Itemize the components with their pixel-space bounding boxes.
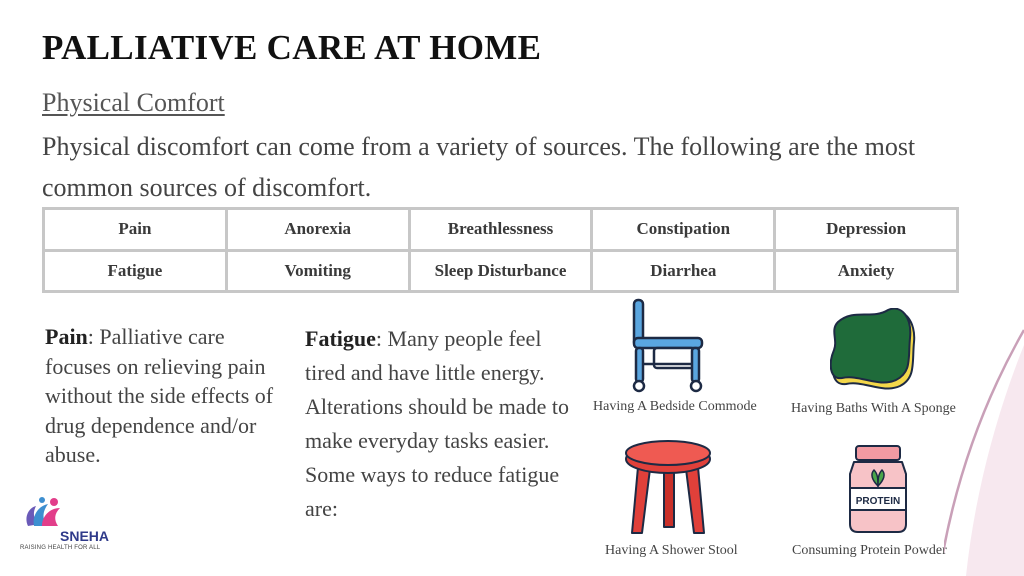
protein-jar-icon <box>846 444 910 534</box>
table-cell: Sleep Disturbance <box>409 250 592 292</box>
table-cell: Vomiting <box>226 250 409 292</box>
intro-paragraph: Physical discomfort can come from a variety of sources. The following are the most common sources of discomfort. <box>42 132 916 202</box>
stool-icon <box>620 437 716 537</box>
sponge-icon <box>830 308 918 390</box>
fatigue-term: Fatigue <box>305 326 376 351</box>
caption-commode: Having A Bedside Commode <box>593 399 757 414</box>
logo-tagline: RAISING HEALTH FOR ALL <box>20 545 101 551</box>
table-cell: Breathlessness <box>409 209 592 251</box>
table-row <box>44 250 958 292</box>
table-cell: Depression <box>775 209 958 251</box>
section-subtitle: Physical Comfort <box>42 88 225 117</box>
commode-icon <box>624 298 714 394</box>
table-row <box>44 209 958 251</box>
logo-mark-icon <box>20 496 84 532</box>
sneha-logo <box>20 496 110 551</box>
caption-protein: Consuming Protein Powder <box>792 543 947 558</box>
caption-stool: Having A Shower Stool <box>605 543 738 558</box>
caption-sponge: Having Baths With A Sponge <box>791 401 956 416</box>
decorative-curve <box>944 0 1024 576</box>
table-cell: Fatigue <box>44 250 227 292</box>
discomfort-sources-table <box>42 207 959 293</box>
table-cell: Anorexia <box>226 209 409 251</box>
pain-text: : Palliative care focuses on relieving pain without the side effects of drug dependence and/or abuse. <box>45 324 274 467</box>
jar-label: PROTEIN <box>855 496 901 507</box>
page-title: PALLIATIVE CARE AT HOME <box>42 28 542 67</box>
table-cell: Constipation <box>592 209 775 251</box>
pain-term: Pain <box>45 324 88 349</box>
logo-name: SNEHA <box>60 528 110 544</box>
fatigue-text: : Many people feel tired and have little energy. Alterations should be made to make everyday tasks easier. Some ways to reduce fatigue are: <box>305 326 569 521</box>
fatigue-description <box>305 322 580 526</box>
table-cell: Pain <box>44 209 227 251</box>
table-cell: Diarrhea <box>592 250 775 292</box>
table-cell: Anxiety <box>775 250 958 292</box>
pain-description <box>45 322 295 470</box>
